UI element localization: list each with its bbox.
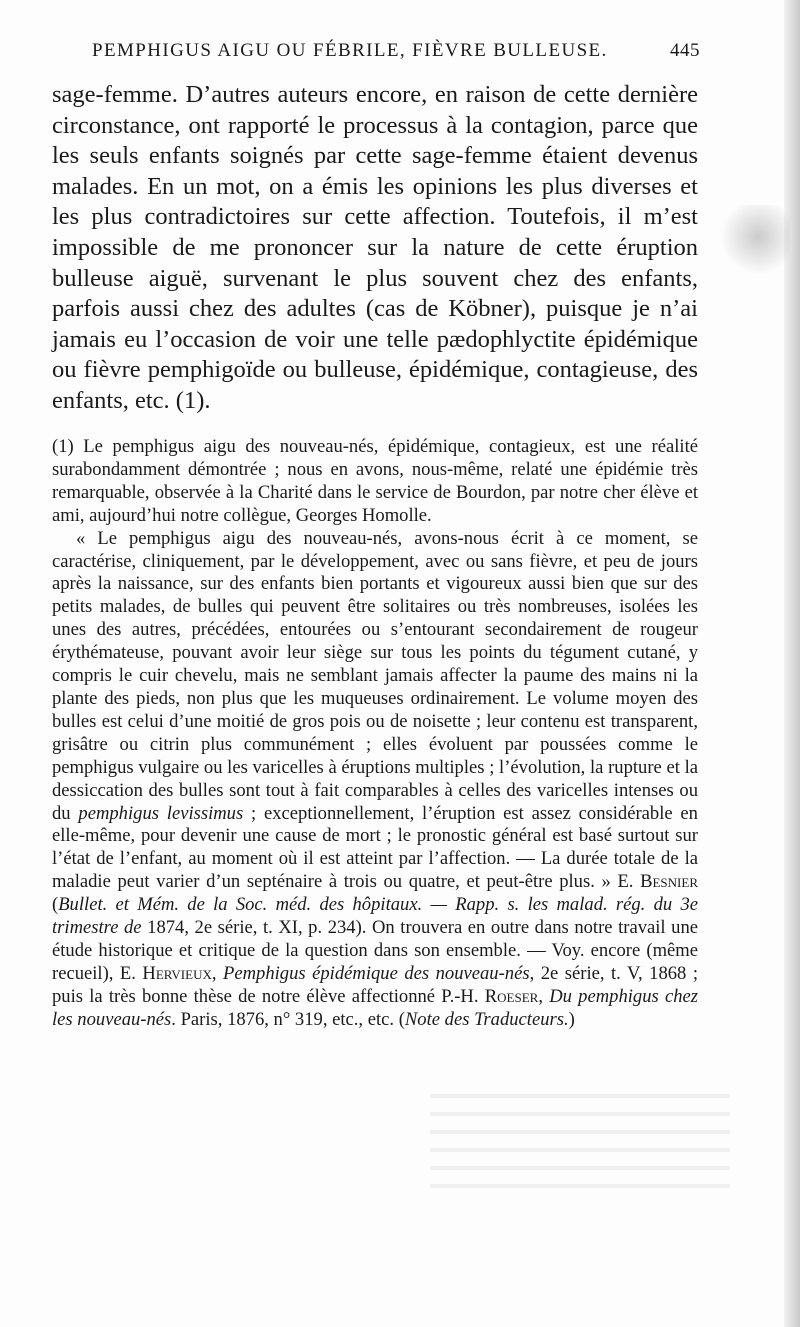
- fn-author: Roeser: [484, 985, 539, 1007]
- fn-text: ,: [538, 985, 550, 1007]
- page-edge: [784, 0, 800, 1327]
- fn-text: , 2e série, t. V, 1868 ; puis la très bonne thèse de notre élève affectionné P.-H.: [52, 962, 698, 1007]
- fn-italic: Du pemphigus chez les nouveau-nés: [52, 985, 699, 1030]
- fn-text: ; exceptionnellement, l’éruption est assez considérable en elle-même, pour devenir une cause de mort ; le pronostic général est basé surtout sur l’état de l’enfant, au moment où il est atteint par l’affection. — La durée totale de la maladie peut varier d’un septénaire à trois ou quatre, et peut-être plus. » E.: [52, 802, 698, 893]
- page-number: 445: [670, 40, 700, 61]
- running-title: PEMPHIGUS AIGU OU FÉBRILE, FIÈVRE BULLEUSE.: [92, 40, 608, 61]
- ink-smudge: [720, 205, 790, 275]
- fn-text: . Paris, 1876, n° 319, etc., etc. (: [171, 1008, 405, 1030]
- fn-text: ): [568, 1008, 575, 1030]
- fn-italic: pemphigus levissimus: [78, 802, 244, 824]
- fn-text: « Le pemphigus aigu des nouveau-nés, avons-nous écrit à ce moment, se caractérise, cliniquement, par le développement, avec ou sans fièvre, et peu de jours après la naissance, sur des enfants bien portants et vigoureux aussi bien que sur des petits malades, de bulles qui peuvent être solitaires ou très nombreuses, isolées les unes des autres, précédées, entourées ou s’entourant secondairement de rougeur érythémateuse, pouvant avoir leur siège sur tous les points du tégument cutané, y compris le cuir chevelu, mais ne semblant jamais affecter la paume des mains ni la plante des pieds, non plus que les muqueuses ordinairement. Le volume moyen des bulles est celui d’une moitié de gros pois ou de noisette ; leur contenu est transparent, grisâtre ou citrin plus communément ; elles évoluent par poussées comme le pemphigus vulgaire ou les varicelles à éruptions multiples ; l’évolution, la rupture et la dessiccation des bulles sont tout à fait comparables à celles des varicelles intenses ou du: [52, 527, 698, 824]
- fn-italic: Bullet. et Mém. de la Soc. méd. des hôpitaux. — Rapp. s. les malad. rég. du 3e trimestre de: [52, 894, 698, 939]
- fn-text: 1874, 2e série, t. XI, p. 234). On trouvera en outre dans notre travail une étude historique et critique de la question dans son ensemble. — Voy. encore (même recueil), E.: [52, 917, 699, 984]
- footnote-paragraph-2: [52, 528, 698, 1032]
- fn-italic: Pemphigus épidémique des nouveau-nés: [223, 962, 530, 984]
- footnote-paragraph-1: (1) Le pemphigus aigu des nouveau-nés, épidémique, contagieux, est une réalité surabondamment démontrée ; nous en avons, nous-même, relaté une épidémie très remarquable, observée à la Charité dans le service de Bourdon, par notre cher élève et ami, aujourd’hui notre collègue, Georges Homolle.: [52, 436, 698, 526]
- footnote: [52, 436, 698, 1032]
- running-header: [92, 40, 700, 62]
- main-text: [52, 80, 698, 417]
- fn-text: (: [52, 894, 59, 916]
- fn-text: ,: [211, 962, 223, 984]
- body-paragraph: sage-femme. D’autres auteurs encore, en raison de cette dernière circonstance, ont rapporté le processus à la contagion, parce que les seuls enfants soignés par cette sage-femme étaient devenus malades. En un mot, on a émis les opinions les plus diverses et les plus contradictoires sur cette affection. Toutefois, il m’est impossible de me prononcer sur la nature de cette éruption bulleuse aiguë, survenant le plus souvent chez des enfants, parfois aussi chez des adultes (cas de Köbner), puisque je n’ai jamais eu l’occasion de voir une telle pædophlyctite épidémique ou fièvre pemphigoïde ou bulleuse, épidémique, contagieuse, des enfants, etc. (1).: [52, 81, 698, 414]
- fn-author: Besnier: [640, 871, 698, 893]
- fn-italic: Note des Traducteurs.: [404, 1008, 569, 1030]
- fn-author: Hervieux: [142, 962, 212, 984]
- show-through: [430, 1080, 730, 1200]
